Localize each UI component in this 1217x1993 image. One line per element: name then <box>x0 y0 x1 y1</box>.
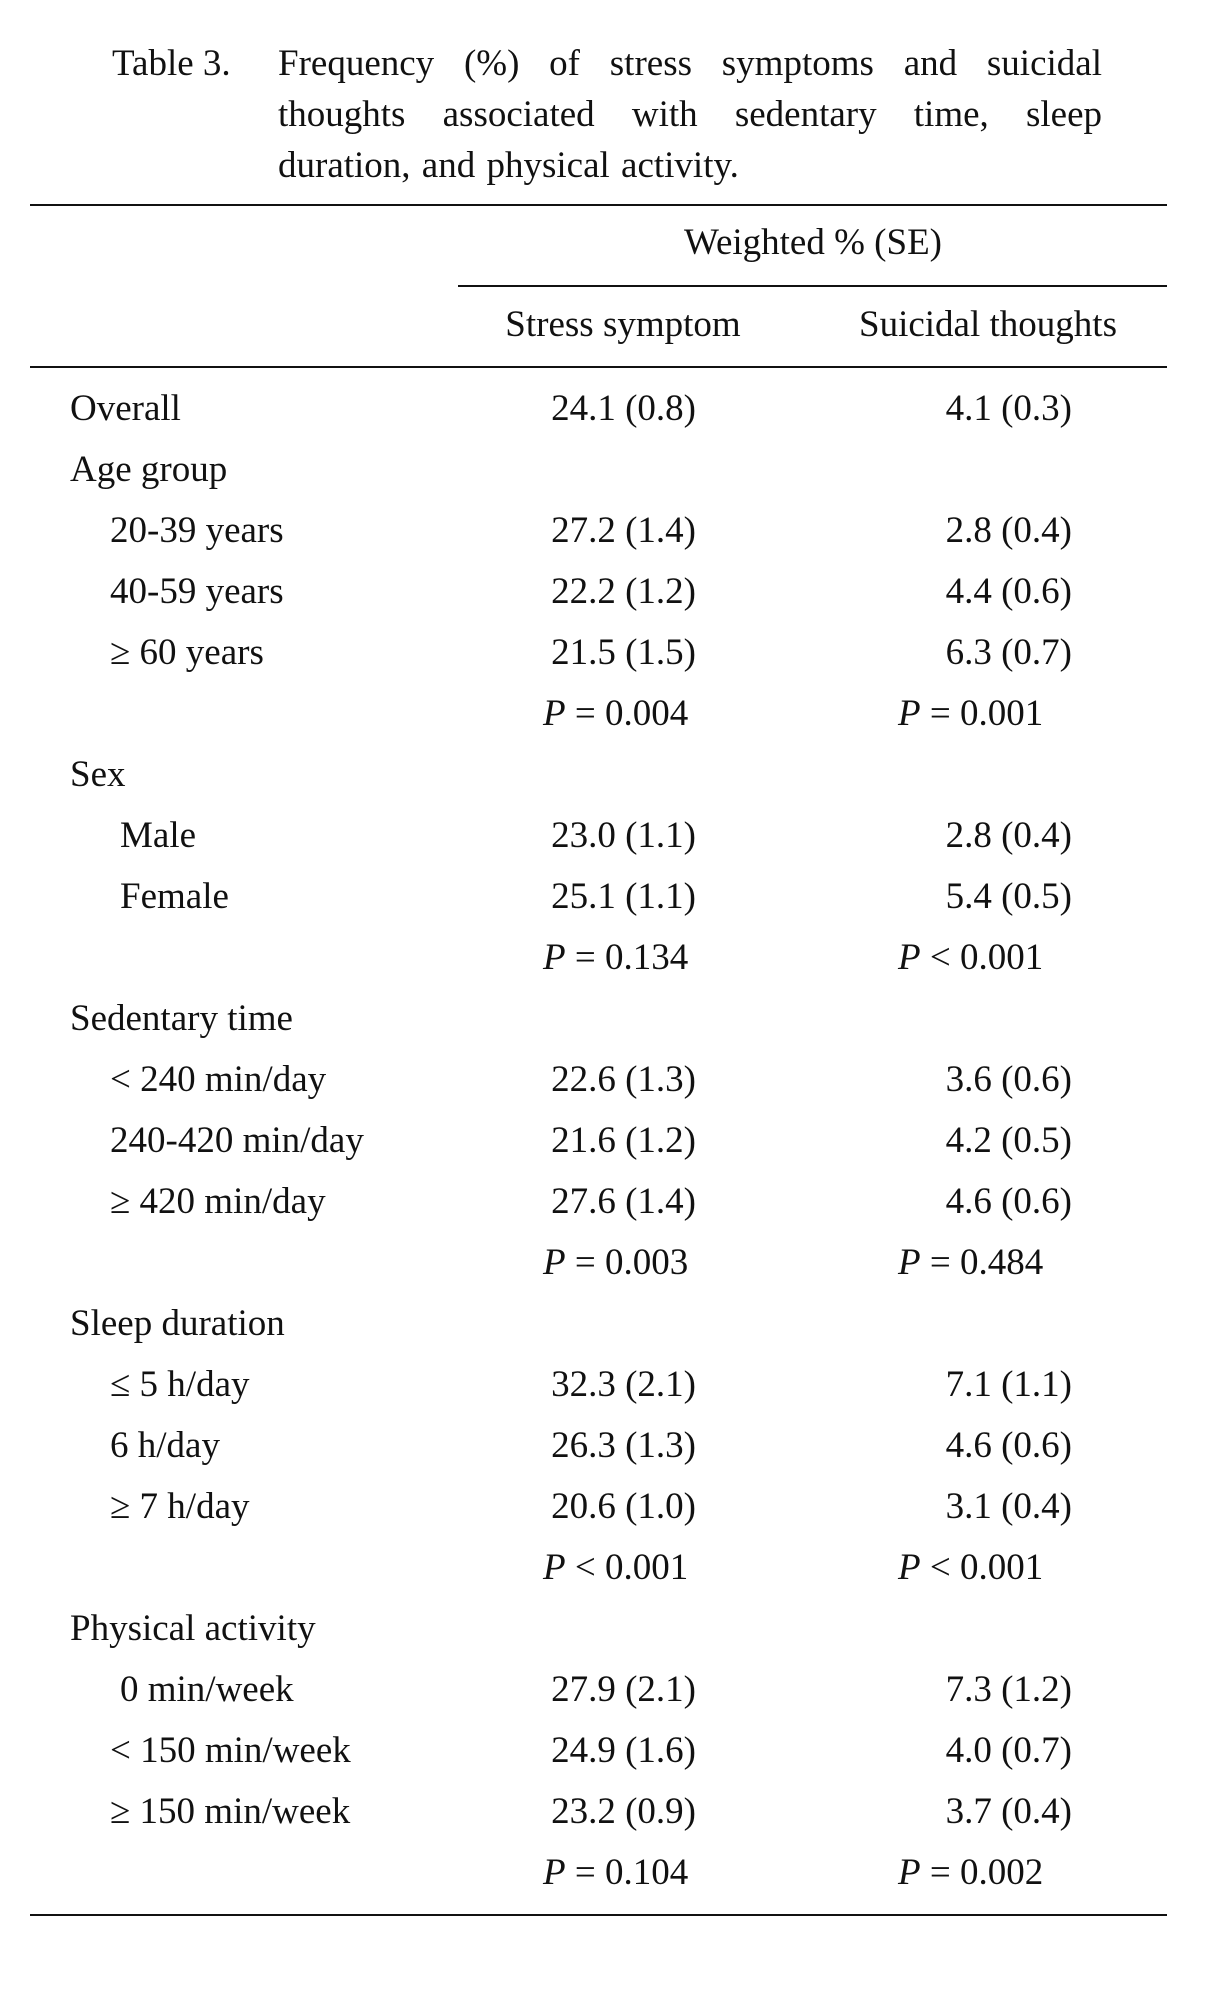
stress-value: 26.3 (1.3) <box>551 1425 696 1466</box>
p-value-text: = 0.001 <box>929 693 1044 734</box>
column-header-suicidal: Suicidal thoughts <box>859 304 1117 345</box>
row-label: 0 min/week <box>120 1669 294 1710</box>
suicidal-p-value <box>898 1240 1098 1286</box>
p-value-text: < 0.001 <box>929 937 1044 978</box>
row-label: < 150 min/week <box>110 1730 351 1771</box>
stress-value: 21.6 (1.2) <box>551 1120 696 1161</box>
suicidal-p-value <box>898 691 1098 737</box>
stress-value: 20.6 (1.0) <box>551 1486 696 1527</box>
row-label: < 240 min/day <box>110 1059 327 1100</box>
p-value-text: = 0.002 <box>929 1852 1044 1893</box>
row-label: Overall <box>70 388 181 429</box>
p-symbol: P <box>898 693 921 734</box>
p-value-text: = 0.003 <box>574 1242 689 1283</box>
suicidal-p-value <box>898 935 1098 981</box>
p-symbol: P <box>898 937 921 978</box>
p-symbol: P <box>898 1547 921 1588</box>
row-label: 40-59 years <box>110 571 284 612</box>
spanner-rule <box>458 285 1167 287</box>
p-value-text: = 0.004 <box>574 693 689 734</box>
stress-value: 32.3 (2.1) <box>551 1364 696 1405</box>
suicidal-value: 4.2 (0.5) <box>945 1120 1072 1161</box>
suicidal-p-value <box>898 1545 1098 1591</box>
suicidal-p-value <box>898 1850 1098 1896</box>
stress-value: 22.2 (1.2) <box>551 571 696 612</box>
suicidal-value: 6.3 (0.7) <box>945 632 1072 673</box>
row-label: ≥ 7 h/day <box>110 1486 250 1527</box>
p-symbol: P <box>543 1242 566 1283</box>
suicidal-value: 7.3 (1.2) <box>945 1669 1072 1710</box>
row-label: ≤ 5 h/day <box>110 1364 250 1405</box>
row-group-label: Age group <box>70 449 228 490</box>
row-group-label: Sex <box>70 754 126 795</box>
suicidal-value: 3.7 (0.4) <box>945 1791 1072 1832</box>
header-rule <box>30 366 1167 368</box>
suicidal-value: 4.1 (0.3) <box>945 388 1072 429</box>
suicidal-value: 5.4 (0.5) <box>945 876 1072 917</box>
row-group-label: Physical activity <box>70 1608 316 1649</box>
stress-value: 23.2 (0.9) <box>551 1791 696 1832</box>
row-label: 20-39 years <box>110 510 284 551</box>
stress-p-value <box>543 1850 743 1896</box>
bottom-rule <box>30 1914 1167 1916</box>
suicidal-value: 4.6 (0.6) <box>945 1425 1072 1466</box>
suicidal-value: 4.6 (0.6) <box>945 1181 1072 1222</box>
suicidal-value: 3.6 (0.6) <box>945 1059 1072 1100</box>
suicidal-value: 4.4 (0.6) <box>945 571 1072 612</box>
p-value-text: = 0.104 <box>574 1852 689 1893</box>
row-label: ≥ 420 min/day <box>110 1181 326 1222</box>
stress-value: 23.0 (1.1) <box>551 815 696 856</box>
suicidal-value: 7.1 (1.1) <box>945 1364 1072 1405</box>
row-label: ≥ 60 years <box>110 632 264 673</box>
caption-text: Frequency (%) of stress symptoms and suicidal thoughts associated with sedentary time, sleep duration, and physical activity. <box>278 43 1102 186</box>
stress-value: 27.6 (1.4) <box>551 1181 696 1222</box>
p-symbol: P <box>543 1852 566 1893</box>
weighted-spanner-header: Weighted % (SE) <box>683 222 942 263</box>
suicidal-value: 3.1 (0.4) <box>945 1486 1072 1527</box>
table-caption <box>112 38 1102 191</box>
suicidal-value: 2.8 (0.4) <box>945 510 1072 551</box>
stress-p-value <box>543 935 743 981</box>
stress-p-value <box>543 1240 743 1286</box>
table-number: Table 3. <box>112 43 231 84</box>
p-value-text: = 0.134 <box>574 937 689 978</box>
suicidal-value: 4.0 (0.7) <box>945 1730 1072 1771</box>
stress-value: 24.1 (0.8) <box>551 388 696 429</box>
row-group-label: Sleep duration <box>70 1303 285 1344</box>
p-symbol: P <box>898 1852 921 1893</box>
row-label: Female <box>120 876 229 917</box>
p-value-text: < 0.001 <box>929 1547 1044 1588</box>
stress-p-value <box>543 691 743 737</box>
top-rule <box>30 204 1167 206</box>
stress-value: 27.2 (1.4) <box>551 510 696 551</box>
p-value-text: < 0.001 <box>574 1547 689 1588</box>
row-label: 6 h/day <box>110 1425 220 1466</box>
stress-value: 21.5 (1.5) <box>551 632 696 673</box>
row-label: Male <box>120 815 197 856</box>
stress-p-value <box>543 1545 743 1591</box>
suicidal-value: 2.8 (0.4) <box>945 815 1072 856</box>
stress-value: 25.1 (1.1) <box>551 876 696 917</box>
p-symbol: P <box>543 937 566 978</box>
p-value-text: = 0.484 <box>929 1242 1044 1283</box>
p-symbol: P <box>543 693 566 734</box>
p-symbol: P <box>898 1242 921 1283</box>
stress-value: 22.6 (1.3) <box>551 1059 696 1100</box>
stress-value: 27.9 (2.1) <box>551 1669 696 1710</box>
stress-value: 24.9 (1.6) <box>551 1730 696 1771</box>
row-label: 240-420 min/day <box>110 1120 364 1161</box>
p-symbol: P <box>543 1547 566 1588</box>
row-label: ≥ 150 min/week <box>110 1791 351 1832</box>
row-group-label: Sedentary time <box>70 998 293 1039</box>
column-header-stress: Stress symptom <box>505 304 741 345</box>
